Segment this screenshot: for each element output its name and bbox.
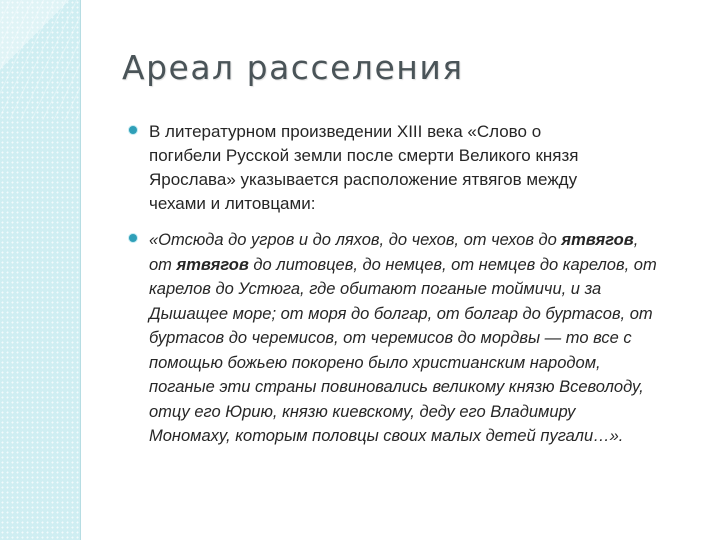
quote-line-4: Дышащее море; от моря до болгар, от болгар до буртасов, от <box>149 304 653 323</box>
decorative-side-strip <box>0 0 81 540</box>
bullet-item-1 <box>122 120 669 216</box>
quote-line-2 <box>149 253 694 278</box>
quote-line-2-pre: от <box>149 255 177 274</box>
quote-line-7: поганые эти страны повиновались великому князю Всеволоду, <box>149 378 644 396</box>
quote-line-1-pre: «Отсюда до угров и до ляхов, до чехов, от чехов до <box>149 231 562 249</box>
yatvyag-emphasis: ятвягов <box>176 255 249 274</box>
bullet-1-line-3: Ярослава» указывается расположение ятвягов между <box>149 170 578 189</box>
yatvyag-emphasis: ятвягов <box>561 231 634 249</box>
slide-content <box>122 120 702 449</box>
quote-line-9: Мономаху, которым половцы своих малых детей пугали…». <box>149 427 624 445</box>
quote-line-6: помощью божьею покорено было христианским народом, <box>149 353 601 372</box>
bullet-dot-icon <box>129 126 137 134</box>
bullet-1-line-4: чехами и литовцами: <box>149 194 316 213</box>
quote-line-1-post: , <box>633 231 639 249</box>
bullet-item-2 <box>122 228 694 449</box>
bullet-dot-icon <box>129 234 137 242</box>
slide-title: Ареал расселения <box>122 48 464 87</box>
quote-line-8: отцу его Юрию, князю киевскому, деду его Владимиру <box>149 402 576 421</box>
quote-line-5: буртасов до черемисов, от черемисов до мордвы — то все с <box>149 329 632 347</box>
bullet-1-line-1: В литературном произведении XIII века «Слово о <box>149 122 542 141</box>
quote-line-2-post: до литовцев, до немцев, от немцев до карелов, от <box>248 255 657 274</box>
bullet-1-line-2: погибели Русской земли после смерти Великого князя <box>149 146 579 165</box>
strip-line-pattern <box>0 0 80 120</box>
quote-line-3: карелов до Устюга, где обитают поганые тоймичи, и за <box>149 280 602 298</box>
quote-line-1 <box>149 228 694 253</box>
